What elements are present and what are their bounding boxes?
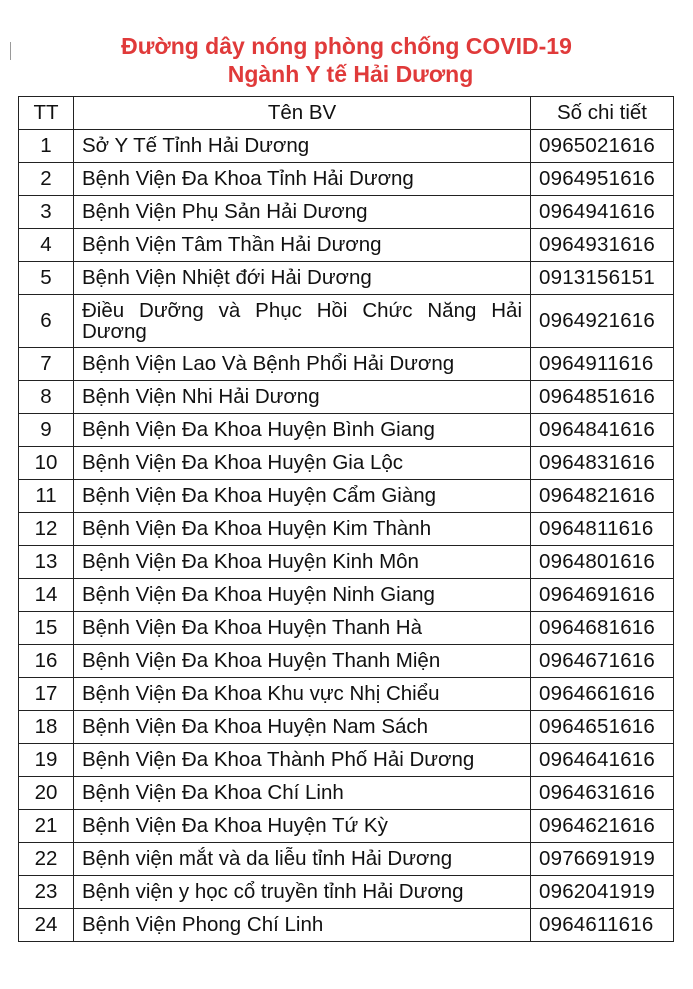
row-number: 9 [19, 414, 74, 447]
phone-number: 0964621616 [531, 810, 674, 843]
hospital-name: Bệnh Viện Đa Khoa Chí Linh [74, 777, 531, 810]
phone-number: 0964681616 [531, 612, 674, 645]
row-number: 20 [19, 777, 74, 810]
table-row [19, 348, 674, 381]
phone-number: 0964801616 [531, 546, 674, 579]
phone-number: 0964691616 [531, 579, 674, 612]
table-row [19, 777, 674, 810]
table-row [19, 447, 674, 480]
phone-number: 0913156151 [531, 262, 674, 295]
hospital-name: Bệnh Viện Phụ Sản Hải Dương [74, 196, 531, 229]
phone-number: 0964611616 [531, 909, 674, 942]
table-header-row [19, 97, 674, 130]
row-number: 17 [19, 678, 74, 711]
phone-number: 0964641616 [531, 744, 674, 777]
row-number: 8 [19, 381, 74, 414]
hospital-name: Bệnh Viện Đa Khoa Huyện Thanh Miện [74, 645, 531, 678]
table-row [19, 546, 674, 579]
table-row [19, 196, 674, 229]
row-number: 1 [19, 130, 74, 163]
hospital-name: Bệnh Viện Đa Khoa Thành Phố Hải Dương [74, 744, 531, 777]
hospital-name: Điều Dưỡng và Phục Hồi Chức Năng Hải Dương [74, 295, 531, 348]
phone-number: 0964911616 [531, 348, 674, 381]
hospital-name: Sở Y Tế Tỉnh Hải Dương [74, 130, 531, 163]
table-row [19, 130, 674, 163]
hospital-name: Bệnh Viện Đa Khoa Huyện Thanh Hà [74, 612, 531, 645]
hospital-name: Bệnh Viện Tâm Thần Hải Dương [74, 229, 531, 262]
table-row [19, 810, 674, 843]
table-row [19, 843, 674, 876]
hospital-name: Bệnh Viện Nhiệt đới Hải Dương [74, 262, 531, 295]
table-row [19, 645, 674, 678]
row-number: 19 [19, 744, 74, 777]
table-row [19, 163, 674, 196]
hospital-name: Bệnh Viện Đa Khoa Huyện Tứ Kỳ [74, 810, 531, 843]
row-number: 6 [19, 295, 74, 348]
phone-number: 0964671616 [531, 645, 674, 678]
phone-number: 0964921616 [531, 295, 674, 348]
row-number: 23 [19, 876, 74, 909]
hospital-name: Bệnh Viện Đa Khoa Huyện Kinh Môn [74, 546, 531, 579]
table-row [19, 876, 674, 909]
table-row [19, 711, 674, 744]
hospital-name: Bệnh Viện Đa Khoa Huyện Bình Giang [74, 414, 531, 447]
row-number: 22 [19, 843, 74, 876]
phone-number: 0964651616 [531, 711, 674, 744]
hospital-name: Bệnh Viện Nhi Hải Dương [74, 381, 531, 414]
title-line-1: Đường dây nóng phòng chống COVID-19 [121, 33, 572, 59]
hospital-name: Bệnh Viện Đa Khoa Huyện Ninh Giang [74, 579, 531, 612]
row-number: 7 [19, 348, 74, 381]
table-row [19, 909, 674, 942]
phone-number: 0964661616 [531, 678, 674, 711]
table-row [19, 513, 674, 546]
hospital-name: Bệnh Viện Đa Khoa Huyện Nam Sách [74, 711, 531, 744]
table-row [19, 229, 674, 262]
phone-number: 0965021616 [531, 130, 674, 163]
table-row [19, 480, 674, 513]
hospital-name: Bệnh Viện Phong Chí Linh [74, 909, 531, 942]
row-number: 14 [19, 579, 74, 612]
hospital-name: Bệnh Viện Đa Khoa Huyện Kim Thành [74, 513, 531, 546]
phone-number: 0964951616 [531, 163, 674, 196]
phone-number: 0964631616 [531, 777, 674, 810]
table-row [19, 744, 674, 777]
hospital-name: Bệnh Viện Đa Khoa Tỉnh Hải Dương [74, 163, 531, 196]
hospital-name: Bệnh Viện Đa Khoa Huyện Gia Lộc [74, 447, 531, 480]
phone-number: 0976691919 [531, 843, 674, 876]
row-number: 13 [19, 546, 74, 579]
row-number: 24 [19, 909, 74, 942]
hospital-name: Bệnh Viện Đa Khoa Khu vực Nhị Chiểu [74, 678, 531, 711]
phone-number: 0962041919 [531, 876, 674, 909]
phone-number: 0964931616 [531, 229, 674, 262]
phone-number: 0964941616 [531, 196, 674, 229]
row-number: 3 [19, 196, 74, 229]
row-number: 5 [19, 262, 74, 295]
header-name: Tên BV [74, 97, 531, 130]
row-number: 16 [19, 645, 74, 678]
table-row [19, 612, 674, 645]
phone-number: 0964831616 [531, 447, 674, 480]
row-number: 2 [19, 163, 74, 196]
table-row [19, 381, 674, 414]
table-row [19, 678, 674, 711]
table-row [19, 414, 674, 447]
row-number: 15 [19, 612, 74, 645]
row-number: 18 [19, 711, 74, 744]
phone-number: 0964821616 [531, 480, 674, 513]
table-row [19, 262, 674, 295]
hospital-name: Bệnh viện y học cổ truyền tỉnh Hải Dương [74, 876, 531, 909]
row-number: 11 [19, 480, 74, 513]
row-number: 4 [19, 229, 74, 262]
title-line-2: Ngành Y tế Hải Dương [227, 61, 474, 87]
hospital-name: Bệnh Viện Lao Và Bệnh Phổi Hải Dương [74, 348, 531, 381]
table-row [19, 579, 674, 612]
row-number: 12 [19, 513, 74, 546]
table-row [19, 295, 674, 348]
row-number: 21 [19, 810, 74, 843]
row-number: 10 [19, 447, 74, 480]
header-tt: TT [19, 97, 74, 130]
phone-number: 0964841616 [531, 414, 674, 447]
hospital-name: Bệnh viện mắt và da liễu tỉnh Hải Dương [74, 843, 531, 876]
header-phone: Số chi tiết [531, 97, 674, 130]
page-title [0, 32, 693, 88]
hospital-name: Bệnh Viện Đa Khoa Huyện Cẩm Giàng [74, 480, 531, 513]
hotline-table [18, 96, 674, 942]
phone-number: 0964811616 [531, 513, 674, 546]
phone-number: 0964851616 [531, 381, 674, 414]
